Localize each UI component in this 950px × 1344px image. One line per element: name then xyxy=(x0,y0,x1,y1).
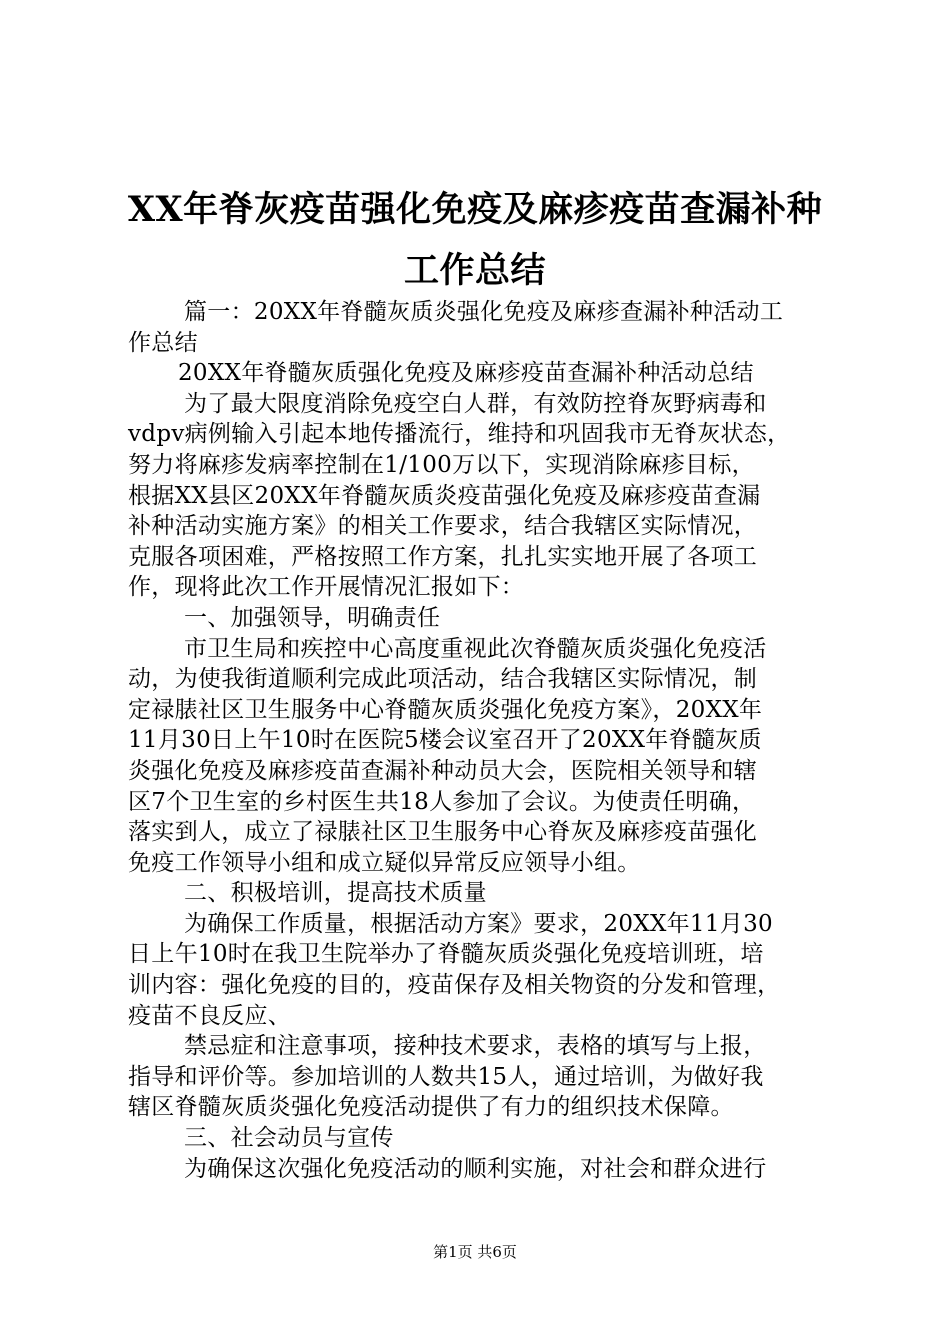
body-line: 11月30日上午10时在医院5楼会议室召开了20XX年脊髓灰质 xyxy=(128,727,762,754)
body-line: 作总结 xyxy=(128,329,198,356)
body-line: 作，现将此次工作开展情况汇报如下： xyxy=(128,574,525,601)
body-line: 训内容：强化免疫的目的，疫苗保存及相关物资的分发和管理， xyxy=(128,972,781,999)
body-line: 为确保工作质量，根据活动方案》要求，20XX年11月30 xyxy=(184,910,773,937)
body-line: 疫苗不良反应、 xyxy=(128,1002,292,1029)
body-line: vdpv病例输入引起本地传播流行，维持和巩固我市无脊灰状态， xyxy=(128,421,791,448)
body-line: 为确保这次强化免疫活动的顺利实施，对社会和群众进行 xyxy=(184,1155,767,1182)
body-line: 根据XX县区20XX年脊髓灰质炎疫苗强化免疫及麻疹疫苗查漏 xyxy=(128,482,761,509)
body-line: 指导和评价等。参加培训的人数共15人，通过培训，为做好我 xyxy=(128,1063,764,1090)
body-line: 为了最大限度消除免疫空白人群，有效防控脊灰野病毒和 xyxy=(184,390,767,417)
body-line: 日上午10时在我卫生院举办了脊髓灰质炎强化免疫培训班，培 xyxy=(128,941,764,968)
body-line: 市卫生局和疾控中心高度重视此次脊髓灰质炎强化免疫活 xyxy=(184,635,767,662)
body-line: 定禄脿社区卫生服务中心脊髓灰质炎强化免疫方案》，20XX年 xyxy=(128,696,763,723)
document-title-line-2: 工作总结 xyxy=(403,250,546,291)
body-line: 克服各项困难，严格按照工作方案，扎扎实实地开展了各项工 xyxy=(128,543,758,570)
body-line: 落实到人，成立了禄脿社区卫生服务中心脊灰及麻疹疫苗强化 xyxy=(128,819,758,846)
document-title-line-1: XX年脊灰疫苗强化免疫及麻疹疫苗查漏补种 xyxy=(127,189,823,230)
body-line: 区7个卫生室的乡村医生共18人参加了会议。为使责任明确， xyxy=(128,788,756,815)
section-heading: 二、积极培训，提高技术质量 xyxy=(184,880,487,907)
body-line: 篇一：20XX年脊髓灰质炎强化免疫及麻疹查漏补种活动工 xyxy=(184,299,784,325)
body-line: 补种活动实施方案》的相关工作要求，结合我辖区实际情况， xyxy=(128,513,758,540)
body-line: 禁忌症和注意事项，接种技术要求，表格的填写与上报， xyxy=(184,1033,767,1060)
document-body xyxy=(128,297,832,1184)
body-line: 辖区脊髓灰质炎强化免疫活动提供了有力的组织技术保障。 xyxy=(128,1094,734,1121)
section-heading: 三、社会动员与宣传 xyxy=(184,1125,394,1152)
body-line: 努力将麻疹发病率控制在1/100万以下，实现消除麻疹目标， xyxy=(128,451,755,478)
body-line: 动，为使我街道顺利完成此项活动，结合我辖区实际情况，制 xyxy=(128,666,758,693)
page-footer: 第1页 共6页 xyxy=(433,1243,517,1261)
body-line: 免疫工作领导小组和成立疑似异常反应领导小组。 xyxy=(128,849,641,876)
body-line: 20XX年脊髓灰质强化免疫及麻疹疫苗查漏补种活动总结 xyxy=(178,360,754,387)
section-heading: 一、加强领导，明确责任 xyxy=(184,604,441,631)
body-line: 炎强化免疫及麻疹疫苗查漏补种动员大会，医院相关领导和辖 xyxy=(128,757,758,784)
